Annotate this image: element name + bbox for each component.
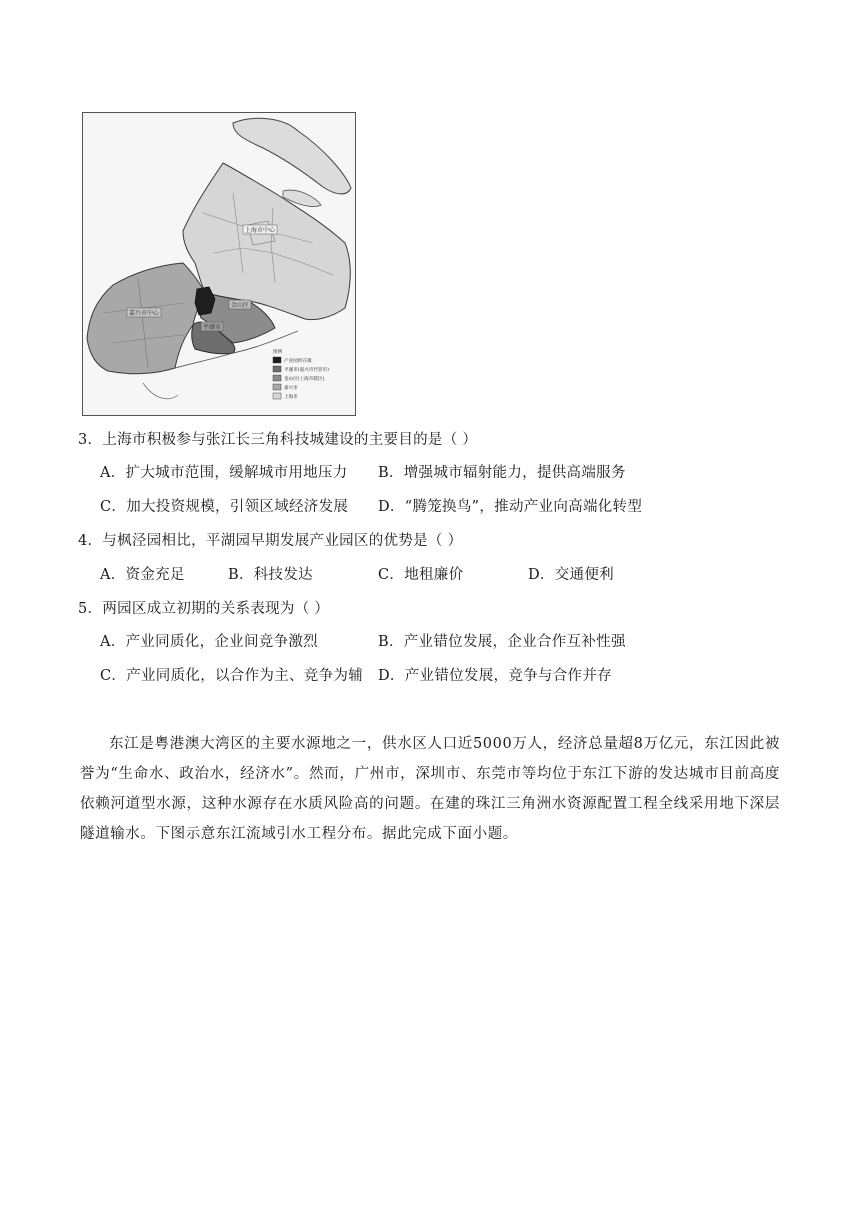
legend-item-3: 嘉兴市 [284, 386, 298, 391]
legend-swatch-0 [273, 357, 281, 363]
legend-swatch-4 [273, 393, 281, 399]
question-4-stem: 4．与枫泾园相比，平湖园早期发展产业园区的优势是（ ） [78, 533, 463, 549]
legend-item-1: 平湖市(嘉兴市代管市) [284, 368, 329, 373]
map-svg [83, 113, 355, 415]
question-5-option-b: B．产业错位发展，企业合作互补性强 [378, 634, 626, 650]
label-jinshan: 金山区 [230, 302, 250, 309]
question-4-option-c: C．地租廉价 [378, 567, 464, 583]
question-5-option-a: A．产业同质化，企业间竞争激烈 [100, 634, 318, 650]
legend-item-0: 产业园所在镇 [284, 359, 312, 364]
label-pinghu: 平湖市 [202, 324, 222, 331]
question-5-stem: 5．两园区成立初期的关系表现为（ ） [78, 601, 330, 617]
question-4-option-b: B．科技发达 [228, 567, 313, 583]
question-3-option-c: C．加大投资规模，引领区域经济发展 [100, 499, 349, 515]
question-3-stem: 3．上海市积极参与张江长三角科技城建设的主要目的是（ ） [78, 432, 478, 448]
question-3-option-d: D．“腾笼换鸟”，推动产业向高端化转型 [378, 499, 643, 515]
question-3-option-b: B．增强城市辐射能力，提供高端服务 [378, 465, 626, 481]
question-5-option-d: D．产业错位发展，竞争与合作并存 [378, 668, 612, 684]
question-3-option-a: A．扩大城市范围，缓解城市用地压力 [100, 465, 348, 481]
legend-item-2: 金山区(上海市辖区) [284, 377, 325, 382]
passage [80, 729, 780, 849]
legend-item-4: 上海市 [284, 395, 298, 400]
legend-swatch-3 [273, 384, 281, 390]
legend-swatch-2 [273, 375, 281, 381]
legend-swatch-1 [273, 366, 281, 372]
passage-text: 东江是粤港澳大湾区的主要水源地之一，供水区人口近5000万人，经济总量超8万亿元，东江因此被誉为“生命水、政治水，经济水”。然而，广州市，深圳市、东莞市等均位于东江下游的发达城市目前高度依赖河道型水源，这种水源存在水质风险高的问题。在建的珠江三角洲水资源配置工程全线采用地下深层隧道输水。下图示意东江流域引水工程分布。据此完成下面小题。 [80, 736, 780, 842]
question-4-option-d: D．交通便利 [528, 567, 614, 583]
label-jiaxing-center: 嘉兴市中心 [128, 310, 160, 317]
legend-title: 图例 [273, 350, 283, 355]
question-4-option-a: A．资金充足 [100, 567, 185, 583]
label-shanghai-center: 上海市中心 [244, 227, 276, 234]
question-5-option-c: C．产业同质化，以合作为主、竞争为辅 [100, 668, 363, 684]
map-figure [82, 112, 356, 416]
